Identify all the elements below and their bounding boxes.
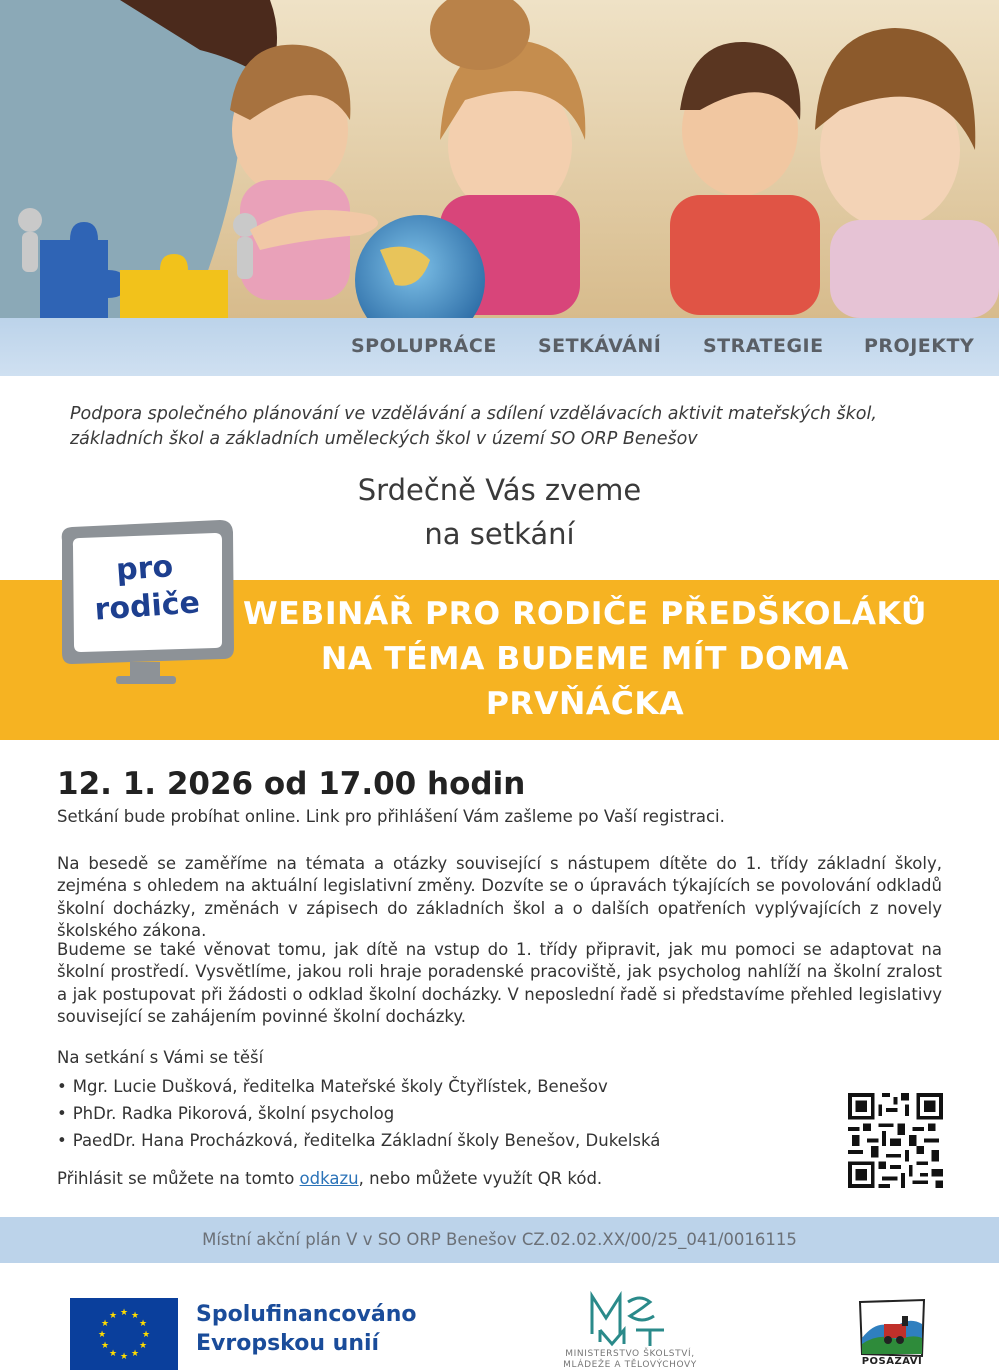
event-title-line-2: NA TÉMA BUDEME MÍT DOMA	[320, 641, 850, 677]
svg-text:★: ★	[119, 1308, 129, 1318]
eu-flag-icon	[70, 1298, 178, 1370]
event-title-line-3: PRVŇÁČKA	[485, 686, 685, 722]
svg-text:★: ★	[138, 1319, 148, 1329]
registration-text-after: , nebo můžete využít QR kód.	[358, 1169, 603, 1188]
invite-line-2: na setkání	[424, 517, 575, 551]
registration-text-before: Přihlásit se můžete na tomto	[57, 1169, 300, 1188]
posazavi-text: POSÁZAVÍ	[861, 1356, 923, 1367]
svg-text:★: ★	[108, 1311, 118, 1321]
posazavi-logo-icon	[858, 1298, 926, 1358]
registration-text	[57, 1168, 942, 1190]
svg-text:★: ★	[130, 1349, 140, 1359]
svg-text:★: ★	[100, 1319, 110, 1329]
event-title-line-1: WEBINÁŘ PRO RODIČE PŘEDŠKOLÁKŮ	[243, 596, 927, 632]
event-date: 12. 1. 2026 od 17.00 hodin	[57, 766, 526, 802]
nav-item-projekty[interactable]: PROJEKTY	[864, 335, 975, 357]
msmt-text-line-1: MINISTERSTVO ŠKOLSTVÍ,	[565, 1349, 695, 1359]
online-note: Setkání bude probíhat online. Link pro přihlášení Vám zašleme po Vaší registraci.	[57, 807, 725, 826]
intro-text: Podpora společného plánování ve vzdělávání a sdílení vzdělávacích aktivit mateřských škol, základních škol a základních uměleckých škol v území SO ORP Benešov	[70, 404, 877, 449]
svg-text:★: ★	[97, 1330, 107, 1340]
msmt-text	[545, 1349, 715, 1371]
project-number: Místní akční plán V v SO ORP Benešov CZ.02.02.XX/00/25_041/0016115	[202, 1230, 797, 1249]
speakers-list	[57, 1073, 817, 1154]
qr-code-icon[interactable]	[848, 1093, 943, 1188]
svg-text:★: ★	[119, 1352, 129, 1362]
description-paragraph-1: Na besedě se zaměříme na témata a otázky související s nástupem dítěte do 1. třídy základní školy, zejména s ohledem na aktuální legislativní změny. Dozvíte se o úpravách týkajících se povolování odkladů školní docházky, změnách v zápisech do základních škol a o dalších opatřeních vyplývajících z novely školského zákona.	[57, 854, 942, 941]
svg-text:★: ★	[100, 1341, 110, 1351]
svg-text:★: ★	[138, 1341, 148, 1351]
monitor-badge-label	[56, 544, 237, 632]
eu-text-line-2: Evropskou unií	[196, 1331, 380, 1356]
registration-link[interactable]: odkazu	[299, 1169, 359, 1188]
list-item: • PhDr. Radka Pikorová, školní psycholog	[57, 1100, 817, 1127]
msmt-text-line-2: MLÁDEŽE A TĚLOVÝCHOVY	[563, 1360, 697, 1370]
list-item: • PaedDr. Hana Procházková, ředitelka Základní školy Benešov, Dukelská	[57, 1127, 817, 1154]
eu-text-line-1: Spolufinancováno	[196, 1302, 417, 1327]
event-title	[240, 592, 930, 727]
svg-text:★: ★	[130, 1311, 140, 1321]
svg-text:★: ★	[108, 1349, 118, 1359]
eu-cofinanced-text	[196, 1300, 417, 1358]
svg-text:★: ★	[141, 1330, 151, 1340]
nav-item-spoluprace[interactable]: SPOLUPRÁCE	[351, 335, 497, 357]
description-paragraph-2: Budeme se také věnovat tomu, jak dítě na vstup do 1. třídy připravit, jak mu pomoci se adaptovat na školní prostředí. Vysvětlíme, jakou roli hraje poradenské pracoviště, jak psycholog nahlíží na školní zralost a jak postupovat při žádosti o odklad školní docházky. V neposlední řadě si představíme přehled legislativy související se zahájením povinné školní docházky.	[57, 940, 942, 1027]
hero-photo	[0, 0, 999, 318]
list-item: • Mgr. Lucie Dušková, ředitelka Mateřské školy Čtyřlístek, Benešov	[57, 1073, 817, 1100]
invite-line-1: Srdečně Vás zveme	[357, 473, 642, 507]
nav-item-setkavani[interactable]: SETKÁVÁNÍ	[538, 335, 662, 357]
badge-line-1: pro	[115, 549, 175, 588]
badge-line-2: rodiče	[93, 585, 202, 628]
nav-item-strategie[interactable]: STRATEGIE	[703, 335, 824, 357]
speakers-intro: Na setkání s Vámi se těší	[57, 1048, 264, 1067]
nav-bar	[0, 318, 999, 376]
